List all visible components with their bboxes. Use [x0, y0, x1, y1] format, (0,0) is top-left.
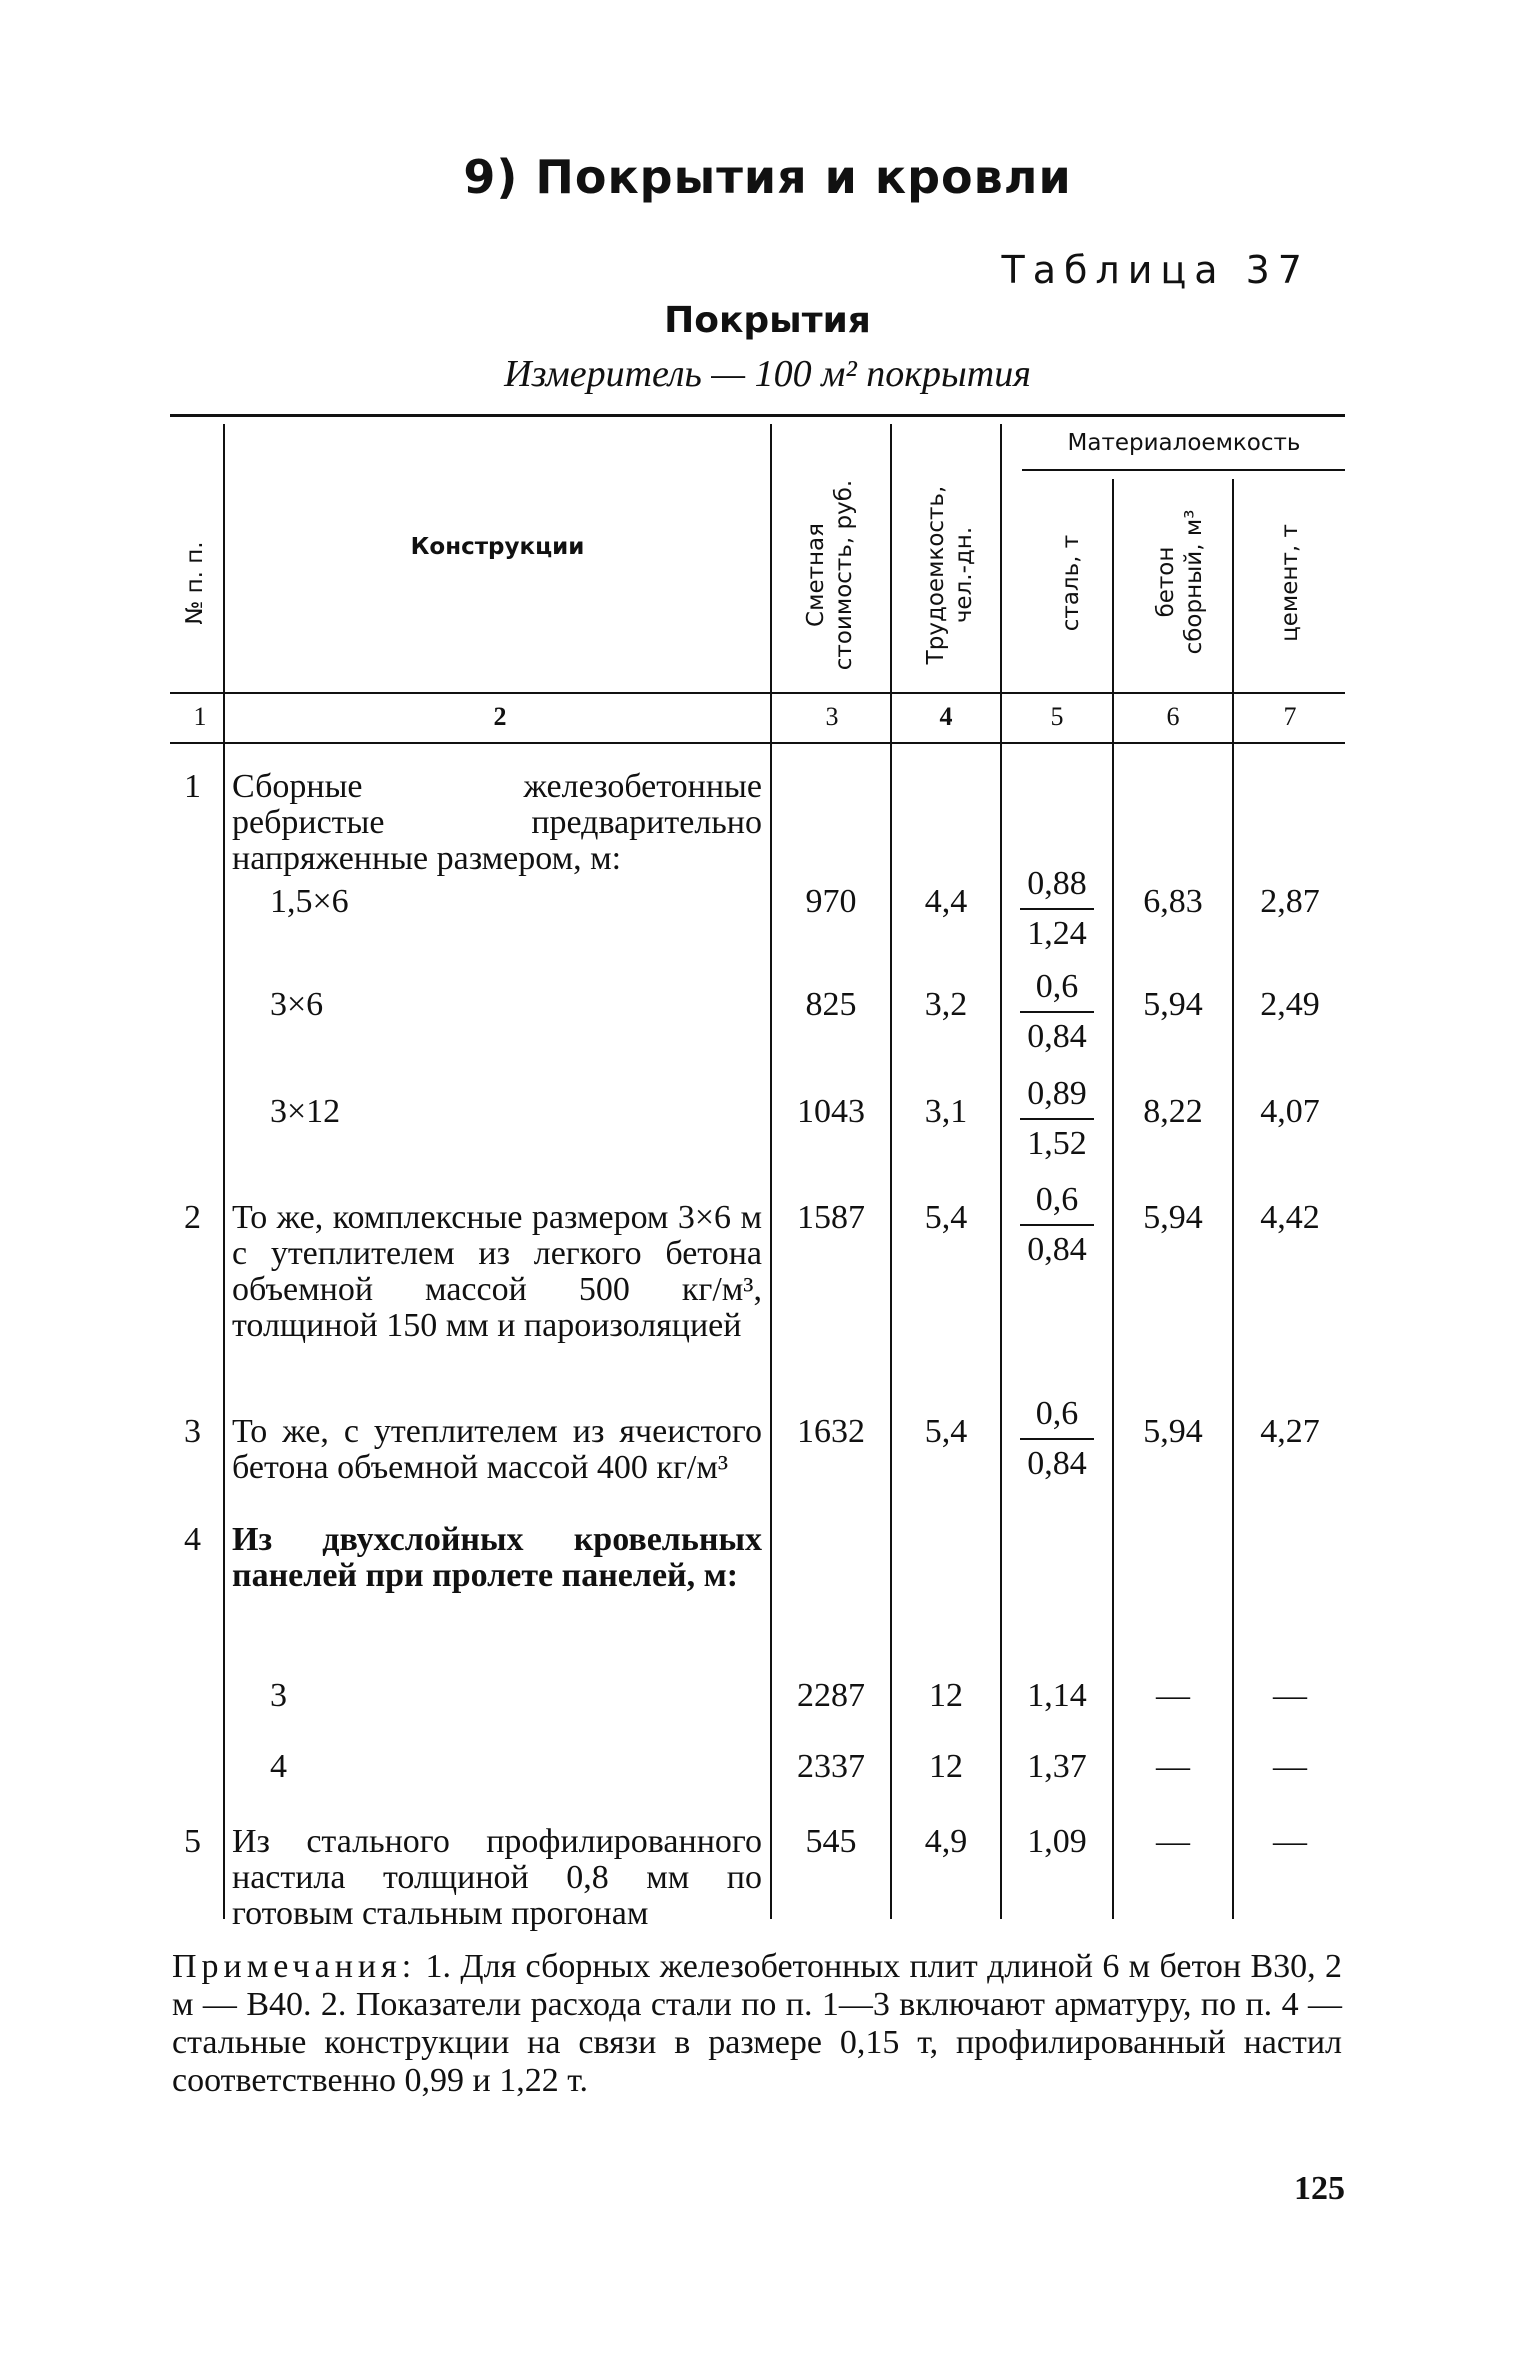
- row-steel-fraction: [1012, 1180, 1102, 1270]
- row-number: 3: [184, 1413, 201, 1450]
- steel-numerator: 0,6: [1035, 1395, 1079, 1432]
- row-cement: 4,42: [1260, 1199, 1320, 1236]
- row-cement: 2,49: [1260, 986, 1320, 1023]
- measure-unit: Измеритель — 100 м² покрытия: [504, 353, 1031, 395]
- table-top-rule: [170, 414, 1345, 417]
- row-concrete: 8,22: [1143, 1093, 1203, 1130]
- row-cost: 1632: [797, 1413, 865, 1450]
- fraction-bar: [1020, 1118, 1094, 1120]
- row-steel: 1,09: [1027, 1823, 1087, 1860]
- row-concrete: —: [1156, 1677, 1190, 1714]
- row-cement: —: [1273, 1823, 1307, 1860]
- row-concrete: —: [1156, 1748, 1190, 1785]
- header-construction: Конструкции: [410, 534, 585, 560]
- steel-numerator: 0,6: [1035, 1181, 1079, 1218]
- row-number: 1: [184, 768, 201, 805]
- notes-text: 1. Для сборных железобетонных плит длиной 6 м бетон В30, 2 м — В40. 2. Показатели расхода стали по п. 1—3 включают арматуру, по п. 4 — стальные конструкции на связи в размере 0,15 т, профилированный настил соответственно 0,99 и 1,22 т.: [172, 1948, 1342, 2099]
- header-labor: Трудоемкость, чел.-дн.: [923, 485, 977, 665]
- row-steel: 1,14: [1027, 1677, 1087, 1714]
- colnum-5: 5: [1050, 702, 1064, 731]
- row-number: 5: [184, 1823, 201, 1860]
- page-number: 125: [1294, 2170, 1345, 2207]
- row-description: Сборные железобетонные ребристые предварительно напряженные размером, м:: [232, 768, 762, 877]
- row-description: Из стального профилированного настила толщиной 0,8 мм по готовым стальным прогонам: [232, 1823, 762, 1932]
- col-divider-2: [770, 424, 772, 1919]
- row-concrete: 6,83: [1143, 883, 1203, 920]
- header-steel: сталь, т: [1058, 534, 1084, 632]
- header-cost: Сметная стоимость, руб.: [803, 479, 857, 671]
- row-cost: 1587: [797, 1199, 865, 1236]
- table-label: Таблица 37: [1001, 248, 1310, 292]
- col-divider-3: [890, 424, 892, 1919]
- table-notes: [172, 1948, 1342, 2100]
- row-size: 3: [270, 1677, 287, 1714]
- row-steel-fraction: [1012, 1074, 1102, 1164]
- header-materials: Материалоемкость: [1067, 430, 1301, 456]
- row-cost: 545: [805, 1823, 857, 1860]
- row-number: 4: [184, 1521, 201, 1558]
- steel-denominator: 1,52: [1027, 1125, 1087, 1162]
- row-labor: 5,4: [924, 1199, 968, 1236]
- section-title: 9) Покрытия и кровли: [463, 150, 1072, 204]
- row-description: Из двухслойных кровельных панелей при пролете панелей, м:: [232, 1521, 762, 1594]
- row-size: 4: [270, 1748, 287, 1785]
- header-concrete: бетон сборный, м³: [1153, 509, 1207, 655]
- row-cement: —: [1273, 1677, 1307, 1714]
- colnum-bottom-rule: [170, 742, 1345, 744]
- row-cost: 825: [805, 986, 857, 1023]
- row-size: 1,5×6: [270, 883, 349, 920]
- steel-denominator: 1,24: [1027, 915, 1087, 952]
- steel-denominator: 0,84: [1027, 1231, 1087, 1268]
- row-labor: 3,2: [924, 986, 968, 1023]
- fraction-bar: [1020, 1438, 1094, 1440]
- notes-lead: Примечания:: [172, 1948, 417, 1985]
- fraction-bar: [1020, 1224, 1094, 1226]
- steel-numerator: 0,6: [1035, 968, 1079, 1005]
- colnum-7: 7: [1283, 702, 1297, 731]
- row-size: 3×6: [270, 986, 324, 1023]
- steel-numerator: 0,88: [1027, 865, 1087, 902]
- row-cement: 4,07: [1260, 1093, 1320, 1130]
- row-steel-fraction: [1012, 864, 1102, 954]
- col-divider-5: [1112, 479, 1114, 1919]
- row-steel-fraction: [1012, 967, 1102, 1057]
- row-concrete: —: [1156, 1823, 1190, 1860]
- col-divider-4: [1000, 424, 1002, 1919]
- row-cost: 2337: [797, 1748, 865, 1785]
- row-description: То же, комплексные размером 3×6 м с утеплителем из легкого бетона объемной массой 500 кг/м³, толщиной 150 мм и пароизоляцией: [232, 1199, 762, 1344]
- col-divider-6: [1232, 479, 1234, 1919]
- row-labor: 12: [929, 1677, 963, 1714]
- row-labor: 4,9: [924, 1823, 968, 1860]
- col-divider-1: [223, 424, 225, 1919]
- row-labor: 4,4: [924, 883, 968, 920]
- row-steel: 1,37: [1027, 1748, 1087, 1785]
- row-number: 2: [184, 1199, 201, 1236]
- colnum-6: 6: [1166, 702, 1180, 731]
- row-cement: 2,87: [1260, 883, 1320, 920]
- steel-numerator: 0,89: [1027, 1075, 1087, 1112]
- row-concrete: 5,94: [1143, 1199, 1203, 1236]
- steel-denominator: 0,84: [1027, 1445, 1087, 1482]
- colnum-2: 2: [493, 702, 507, 731]
- row-cement: —: [1273, 1748, 1307, 1785]
- row-cost: 1043: [797, 1093, 865, 1130]
- header-bottom-rule: [170, 692, 1345, 694]
- fraction-bar: [1020, 1011, 1094, 1013]
- header-cement: цемент, т: [1277, 524, 1303, 642]
- row-cost: 970: [805, 883, 857, 920]
- colnum-4: 4: [939, 702, 953, 731]
- row-cement: 4,27: [1260, 1413, 1320, 1450]
- colnum-3: 3: [825, 702, 839, 731]
- row-cost: 2287: [797, 1677, 865, 1714]
- table-name: Покрытия: [664, 300, 871, 341]
- colnum-1: 1: [193, 702, 207, 731]
- row-concrete: 5,94: [1143, 986, 1203, 1023]
- materials-rule: [1022, 469, 1345, 471]
- row-size: 3×12: [270, 1093, 341, 1130]
- coverings-table: [170, 414, 1345, 1932]
- row-labor: 5,4: [924, 1413, 968, 1450]
- row-steel-fraction: [1012, 1394, 1102, 1484]
- steel-denominator: 0,84: [1027, 1018, 1087, 1055]
- row-concrete: 5,94: [1143, 1413, 1203, 1450]
- row-description: То же, с утеплителем из ячеистого бетона объемной массой 400 кг/м³: [232, 1413, 762, 1486]
- row-labor: 12: [929, 1748, 963, 1785]
- row-labor: 3,1: [924, 1093, 968, 1130]
- header-num: № п. п.: [182, 541, 208, 625]
- fraction-bar: [1020, 908, 1094, 910]
